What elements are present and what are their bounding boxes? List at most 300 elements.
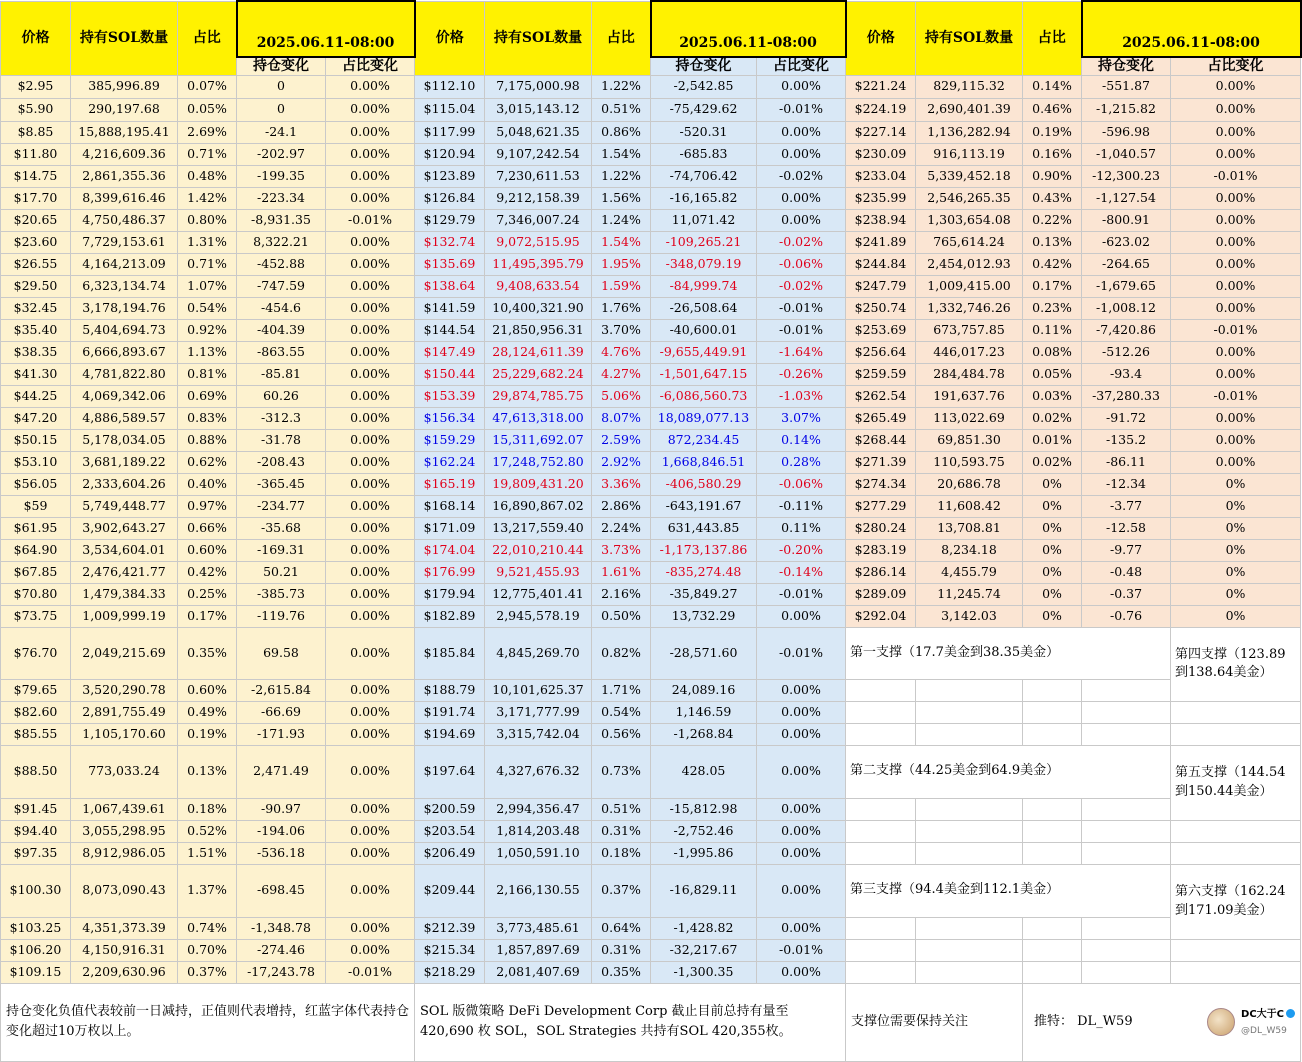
table-row [1,143,1301,165]
hold-change-cell-b: -1,995.86 [651,842,757,864]
price-cell-b: $123.89 [415,165,485,187]
date-header-b: 2025.06.11-08:00 [651,1,846,57]
table-row [1,583,1301,605]
share-cell-a: 0.81% [178,363,237,385]
share-change-cell-c: 0.00% [1171,98,1301,121]
share-change-cell-a: 0.00% [326,275,415,297]
holdings-cell-a: 4,150,916.31 [71,939,178,961]
date-header-a: 2025.06.11-08:00 [237,1,415,57]
empty-cell [1023,842,1082,864]
price-cell-a: $97.35 [1,842,71,864]
date-header-c: 2025.06.11-08:00 [1082,1,1301,57]
holdings-cell-b: 7,346,007.24 [485,209,592,231]
share-change-cell-c: 0.00% [1171,429,1301,451]
holdings-cell-b: 2,994,356.47 [485,798,592,820]
share-change-cell-b: -0.14% [757,561,846,583]
hold-change-cell-b: -109,265.21 [651,231,757,253]
hold-change-cell-a: -194.06 [237,820,326,842]
holdings-cell-c: 11,608.42 [916,495,1023,517]
hold-change-cell-a: -199.35 [237,165,326,187]
empty-cell [1023,798,1082,820]
share-cell-c: 0.05% [1023,363,1082,385]
hold-change-cell-a: 8,322.21 [237,231,326,253]
holdings-cell-a: 3,534,604.01 [71,539,178,561]
holdings-cell-a: 5,749,448.77 [71,495,178,517]
empty-cell [916,798,1023,820]
holdings-cell-b: 9,212,158.39 [485,187,592,209]
price-cell-b: $129.79 [415,209,485,231]
share-change-cell-c: 0% [1171,605,1301,627]
holdings-cell-b: 29,874,785.75 [485,385,592,407]
share-cell-b: 1.54% [592,143,651,165]
table-row [1,745,1301,798]
hold-change-cell-a: -171.93 [237,723,326,745]
price-cell-a: $82.60 [1,701,71,723]
holdings-cell-c: 20,686.78 [916,473,1023,495]
share-change-cell-c: 0% [1171,583,1301,605]
holdings-cell-b: 7,175,000.98 [485,75,592,98]
share-change-cell-c: 0.00% [1171,451,1301,473]
hold-change-cell-b: -2,542.85 [651,75,757,98]
share-change-cell-a: 0.00% [326,429,415,451]
share-cell-c: 0% [1023,473,1082,495]
share-change-cell-a: 0.00% [326,495,415,517]
share-change-cell-a: 0.00% [326,253,415,275]
share-cell-a: 0.54% [178,297,237,319]
holdings-cell-b: 7,230,611.53 [485,165,592,187]
share-change-cell-b: -0.11% [757,495,846,517]
share-cell-a: 2.69% [178,121,237,143]
price-cell-b: $212.39 [415,917,485,939]
empty-cell [1023,917,1082,939]
share-change-cell-a: 0.00% [326,627,415,679]
holdings-cell-b: 1,050,591.10 [485,842,592,864]
holdings-cell-b: 12,775,401.41 [485,583,592,605]
holdings-cell-b: 9,408,633.54 [485,275,592,297]
share-cell-c: 0% [1023,495,1082,517]
empty-cell [846,701,916,723]
hold-change-cell-a: -169.31 [237,539,326,561]
footer-row [1,983,1301,1061]
share-cell-a: 0.71% [178,143,237,165]
share-cell-b: 0.56% [592,723,651,745]
hold-change-cell-b: -84,999.74 [651,275,757,297]
share-change-cell-c: -0.01% [1171,385,1301,407]
share-change-cell-a: 0.00% [326,539,415,561]
share-change-cell-b: 0.00% [757,75,846,98]
share-change-cell-b: -0.02% [757,231,846,253]
header-row-main [1,1,1301,57]
holdings-cell-c: 110,593.75 [916,451,1023,473]
price-cell-a: $5.90 [1,98,71,121]
hold-change-cell-a: -31.78 [237,429,326,451]
share-cell-b: 3.70% [592,319,651,341]
hold-change-cell-c: -1,127.54 [1082,187,1171,209]
share-cell-b: 3.73% [592,539,651,561]
hold-change-cell-a: -8,931.35 [237,209,326,231]
price-cell-b: $194.69 [415,723,485,745]
empty-cell [846,939,916,961]
share-change-cell-b: 0.11% [757,517,846,539]
holdings-cell-a: 1,479,384.33 [71,583,178,605]
empty-cell [1082,701,1171,723]
price-cell-a: $23.60 [1,231,71,253]
share-change-cell-a: 0.00% [326,98,415,121]
share-change-cell-b: 0.00% [757,121,846,143]
hold-change-cell-c: -9.77 [1082,539,1171,561]
col-hold-change-c: 持仓变化 [1082,57,1171,75]
table-row [1,231,1301,253]
empty-cell [916,679,1023,701]
support-5: 第五支撑（144.54到150.44美金） [1171,745,1301,820]
holdings-cell-b: 9,107,242.54 [485,143,592,165]
share-cell-b: 0.50% [592,605,651,627]
hold-change-cell-a: 69.58 [237,627,326,679]
share-cell-c: 0.19% [1023,121,1082,143]
hold-change-cell-b: -74,706.42 [651,165,757,187]
share-cell-a: 1.13% [178,341,237,363]
empty-cell [1082,917,1171,939]
table-row [1,961,1301,983]
share-cell-c: 0% [1023,583,1082,605]
signature-text [1241,1006,1295,1037]
price-cell-c: $241.89 [846,231,916,253]
hold-change-cell-b: 428.05 [651,745,757,798]
price-cell-b: $209.44 [415,864,485,917]
signature-name: DC大于C [1241,1009,1284,1021]
share-cell-c: 0.17% [1023,275,1082,297]
price-cell-a: $11.80 [1,143,71,165]
empty-cell [1171,820,1301,842]
share-change-cell-a: 0.00% [326,385,415,407]
empty-cell [846,679,916,701]
empty-cell [1171,961,1301,983]
table-row [1,679,1301,701]
price-cell-b: $126.84 [415,187,485,209]
share-change-cell-b: 0.00% [757,798,846,820]
price-cell-b: $182.89 [415,605,485,627]
holdings-cell-a: 8,399,616.46 [71,187,178,209]
price-cell-a: $85.55 [1,723,71,745]
share-change-cell-c: 0.00% [1171,209,1301,231]
hold-change-cell-a: 60.26 [237,385,326,407]
hold-change-cell-b: -835,274.48 [651,561,757,583]
share-cell-a: 1.51% [178,842,237,864]
share-cell-a: 1.07% [178,275,237,297]
share-change-cell-c: -0.01% [1171,165,1301,187]
empty-cell [1171,723,1301,745]
share-change-cell-c: 0% [1171,495,1301,517]
table-row [1,363,1301,385]
table-row [1,98,1301,121]
price-cell-b: $153.39 [415,385,485,407]
hold-change-cell-a: -24.1 [237,121,326,143]
price-cell-a: $64.90 [1,539,71,561]
holdings-cell-b: 25,229,682.24 [485,363,592,385]
holdings-cell-c: 4,455.79 [916,561,1023,583]
share-cell-c: 0.43% [1023,187,1082,209]
holdings-cell-b: 4,327,676.32 [485,745,592,798]
support-2: 第二支撑（44.25美金到64.9美金） [846,745,1171,798]
price-cell-b: $171.09 [415,517,485,539]
hold-change-cell-a: -1,348.78 [237,917,326,939]
share-cell-a: 0.62% [178,451,237,473]
share-change-cell-a: 0.00% [326,451,415,473]
table-row [1,407,1301,429]
price-cell-c: $289.09 [846,583,916,605]
hold-change-cell-a: -536.18 [237,842,326,864]
share-change-cell-b: -0.02% [757,165,846,187]
holdings-cell-b: 28,124,611.39 [485,341,592,363]
table-row [1,539,1301,561]
share-change-cell-b: -0.01% [757,319,846,341]
share-change-cell-a: 0.00% [326,679,415,701]
hold-change-cell-b: -348,079.19 [651,253,757,275]
holdings-cell-c: 673,757.85 [916,319,1023,341]
holdings-cell-a: 773,033.24 [71,745,178,798]
share-change-cell-b: -0.01% [757,98,846,121]
col-holdings-b: 持有SOL数量 [485,1,592,75]
share-change-cell-b: 3.07% [757,407,846,429]
hold-change-cell-c: -12.34 [1082,473,1171,495]
share-change-cell-c: 0% [1171,539,1301,561]
share-cell-a: 0.49% [178,701,237,723]
price-cell-b: $174.04 [415,539,485,561]
price-cell-c: $221.24 [846,75,916,98]
empty-cell [846,820,916,842]
hold-change-cell-b: 1,146.59 [651,701,757,723]
share-change-cell-c: 0% [1171,473,1301,495]
col-price-a: 价格 [1,1,71,75]
share-cell-c: 0.02% [1023,451,1082,473]
holdings-cell-b: 3,015,143.12 [485,98,592,121]
price-cell-b: $176.99 [415,561,485,583]
holdings-cell-a: 4,781,822.80 [71,363,178,385]
hold-change-cell-b: -1,501,647.15 [651,363,757,385]
hold-change-cell-c: -3.77 [1082,495,1171,517]
price-cell-b: $185.84 [415,627,485,679]
hold-change-cell-c: -91.72 [1082,407,1171,429]
share-change-cell-c: 0.00% [1171,187,1301,209]
share-change-cell-c: 0.00% [1171,143,1301,165]
hold-change-cell-c: -1,008.12 [1082,297,1171,319]
table-row [1,187,1301,209]
support-6: 第六支撑（162.24到171.09美金） [1171,864,1301,939]
price-cell-c: $244.84 [846,253,916,275]
price-cell-b: $159.29 [415,429,485,451]
price-cell-c: $224.19 [846,98,916,121]
holdings-cell-b: 19,809,431.20 [485,473,592,495]
share-cell-b: 1.56% [592,187,651,209]
hold-change-cell-a: -404.39 [237,319,326,341]
empty-cell [1082,679,1171,701]
price-cell-c: $274.34 [846,473,916,495]
price-cell-b: $156.34 [415,407,485,429]
hold-change-cell-c: -93.4 [1082,363,1171,385]
holdings-cell-a: 7,729,153.61 [71,231,178,253]
holdings-cell-b: 3,315,742.04 [485,723,592,745]
price-cell-c: $268.44 [846,429,916,451]
share-change-cell-a: 0.00% [326,939,415,961]
empty-cell [1023,679,1082,701]
hold-change-cell-c: -135.2 [1082,429,1171,451]
price-cell-b: $200.59 [415,798,485,820]
table-row [1,842,1301,864]
share-cell-b: 0.73% [592,745,651,798]
holdings-cell-a: 8,073,090.43 [71,864,178,917]
price-cell-a: $44.25 [1,385,71,407]
holdings-cell-a: 3,520,290.78 [71,679,178,701]
share-change-cell-a: 0.00% [326,583,415,605]
share-change-cell-a: 0.00% [326,407,415,429]
share-cell-c: 0.02% [1023,407,1082,429]
holdings-cell-c: 8,234.18 [916,539,1023,561]
table-row [1,495,1301,517]
col-share-change-c: 占比变化 [1171,57,1301,75]
hold-change-cell-a: -85.81 [237,363,326,385]
share-change-cell-a: 0.00% [326,319,415,341]
share-change-cell-c: 0% [1171,561,1301,583]
hold-change-cell-b: 13,732.29 [651,605,757,627]
holdings-cell-b: 10,400,321.90 [485,297,592,319]
price-cell-b: $147.49 [415,341,485,363]
hold-change-cell-c: -0.76 [1082,605,1171,627]
price-cell-c: $280.24 [846,517,916,539]
share-change-cell-b: 0.00% [757,187,846,209]
price-cell-c: $238.94 [846,209,916,231]
share-cell-b: 1.71% [592,679,651,701]
price-cell-a: $88.50 [1,745,71,798]
empty-cell [1023,723,1082,745]
table-row [1,798,1301,820]
share-change-cell-b: -0.20% [757,539,846,561]
hold-change-cell-a: -2,615.84 [237,679,326,701]
hold-change-cell-a: 2,471.49 [237,745,326,798]
share-change-cell-a: 0.00% [326,745,415,798]
hold-change-cell-b: 11,071.42 [651,209,757,231]
share-change-cell-c: 0.00% [1171,363,1301,385]
holdings-cell-b: 4,845,269.70 [485,627,592,679]
share-cell-a: 0.83% [178,407,237,429]
share-cell-b: 0.54% [592,701,651,723]
share-change-cell-c: 0.00% [1171,341,1301,363]
price-cell-c: $250.74 [846,297,916,319]
holdings-cell-c: 446,017.23 [916,341,1023,363]
empty-cell [1082,842,1171,864]
table-row [1,517,1301,539]
share-change-cell-a: 0.00% [326,297,415,319]
share-change-cell-a: 0.00% [326,723,415,745]
holdings-cell-a: 4,164,213.09 [71,253,178,275]
share-change-cell-a: 0.00% [326,798,415,820]
holdings-cell-b: 47,613,318.00 [485,407,592,429]
hold-change-cell-a: -365.45 [237,473,326,495]
price-cell-a: $14.75 [1,165,71,187]
share-change-cell-b: 0.14% [757,429,846,451]
holdings-cell-c: 1,332,746.26 [916,297,1023,319]
share-change-cell-c: 0.00% [1171,407,1301,429]
share-cell-c: 0% [1023,517,1082,539]
share-cell-a: 1.31% [178,231,237,253]
hold-change-cell-b: 1,668,846.51 [651,451,757,473]
share-cell-b: 2.24% [592,517,651,539]
col-holdings-a: 持有SOL数量 [71,1,178,75]
hold-change-cell-c: -0.48 [1082,561,1171,583]
share-cell-b: 0.51% [592,798,651,820]
share-cell-c: 0.46% [1023,98,1082,121]
empty-cell [1082,820,1171,842]
hold-change-cell-c: -800.91 [1082,209,1171,231]
holdings-cell-c: 1,009,415.00 [916,275,1023,297]
hold-change-cell-b: -16,829.11 [651,864,757,917]
hold-change-cell-a: -863.55 [237,341,326,363]
holdings-cell-a: 2,333,604.26 [71,473,178,495]
share-change-cell-a: 0.00% [326,561,415,583]
share-cell-a: 0.88% [178,429,237,451]
hold-change-cell-c: -1,215.82 [1082,98,1171,121]
share-cell-a: 0.05% [178,98,237,121]
table-row [1,473,1301,495]
table-row [1,297,1301,319]
share-change-cell-b: 0.00% [757,745,846,798]
hold-change-cell-b: -1,173,137.86 [651,539,757,561]
price-cell-b: $120.94 [415,143,485,165]
watch-note: 支撑位需要保持关注 [846,983,1023,1061]
share-change-cell-b: 0.00% [757,209,846,231]
price-cell-a: $8.85 [1,121,71,143]
price-cell-a: $73.75 [1,605,71,627]
hold-change-cell-c: -551.87 [1082,75,1171,98]
share-change-cell-b: 0.00% [757,679,846,701]
holdings-cell-a: 4,886,589.57 [71,407,178,429]
empty-cell [1082,798,1171,820]
holdings-cell-b: 16,890,867.02 [485,495,592,517]
share-cell-b: 0.18% [592,842,651,864]
holdings-cell-a: 2,861,355.36 [71,165,178,187]
holdings-cell-a: 4,216,609.36 [71,143,178,165]
price-cell-c: $265.49 [846,407,916,429]
avatar[interactable] [1207,1008,1235,1036]
col-share-c: 占比 [1023,1,1082,75]
price-cell-b: $115.04 [415,98,485,121]
table-row [1,864,1301,917]
share-cell-a: 0.18% [178,798,237,820]
price-cell-a: $59 [1,495,71,517]
share-cell-a: 0.92% [178,319,237,341]
holdings-cell-c: 2,546,265.35 [916,187,1023,209]
price-cell-c: $271.39 [846,451,916,473]
table-row [1,917,1301,939]
holdings-cell-b: 2,166,130.55 [485,864,592,917]
hold-change-cell-c: -1,040.57 [1082,143,1171,165]
empty-cell [1023,701,1082,723]
holdings-cell-a: 6,323,134.74 [71,275,178,297]
price-cell-a: $109.15 [1,961,71,983]
price-cell-a: $91.45 [1,798,71,820]
holdings-cell-a: 4,069,342.06 [71,385,178,407]
share-change-cell-c: 0.00% [1171,253,1301,275]
holdings-cell-a: 15,888,195.41 [71,121,178,143]
holdings-cell-a: 2,476,421.77 [71,561,178,583]
share-cell-b: 1.22% [592,165,651,187]
share-change-cell-a: 0.00% [326,363,415,385]
holdings-cell-c: 3,142.03 [916,605,1023,627]
share-cell-a: 0.19% [178,723,237,745]
price-cell-c: $259.59 [846,363,916,385]
share-change-cell-c: -0.01% [1171,319,1301,341]
share-change-cell-a: 0.00% [326,473,415,495]
empty-cell [1082,961,1171,983]
